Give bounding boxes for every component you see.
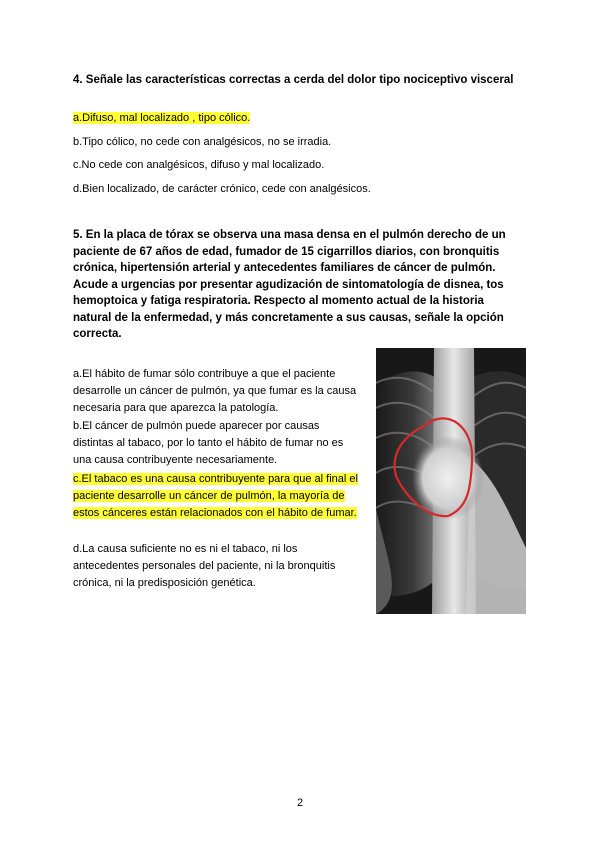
q4-option-d: d.Bien localizado, de carácter crónico, cede con analgésicos. (73, 183, 371, 195)
highlighted-answer: a.Difuso, mal localizado , tipo cólico. (73, 112, 251, 124)
highlighted-answer: c.El tabaco es una causa contribuyente para que al final el paciente desarrolle un cáncer de pulmón, la mayoría de estos cánceres están relacionados con el hábito de fumar. (73, 473, 358, 519)
chest-xray-svg (376, 348, 526, 614)
question-5-title: 5. En la placa de tórax se observa una masa densa en el pulmón derecho de un paciente de 67 años de edad, fumador de 15 cigarrillos diarios, con bronquitis crónica, hipertensión arterial y antecedentes familiares de cáncer de pulmón. Acude a urgencias por presentar agudización de sintomatología de disnea, tos hemoptoica y fatiga respiratoria. Respecto al momento actual de la historia natural de la enfermedad, y más concretamente a sus causas, señale la opción correcta. (73, 229, 506, 340)
question-4-title: 4. Señale las características correctas a cerda del dolor tipo nociceptivo visceral (73, 74, 514, 86)
page-number: 2 (296, 797, 304, 809)
chest-xray-image (376, 348, 526, 614)
q5-option-d: d.La causa suficiente no es ni el tabaco, ni los antecedentes personales del paciente, ni la bronquitis crónica, ni la predisposición genética. (73, 543, 336, 589)
q4-option-b: b.Tipo cólico, no cede con analgésicos, no se irradia. (73, 136, 332, 148)
q5-option-b: b.El cáncer de pulmón puede aparecer por causas distintas al tabaco, por lo tanto el hábito de fumar no es una causa contribuyente necesariamente. (73, 420, 344, 466)
q4-option-c: c.No cede con analgésicos, difuso y mal localizado. (73, 159, 325, 171)
q5-option-a: a.El hábito de fumar sólo contribuye a que el paciente desarrolle un cáncer de pulmón, ya que fumar es la causa necesaria para que aparezca la patología. (73, 368, 357, 414)
q4-option-a (73, 111, 250, 125)
q5-option-c (73, 471, 361, 522)
